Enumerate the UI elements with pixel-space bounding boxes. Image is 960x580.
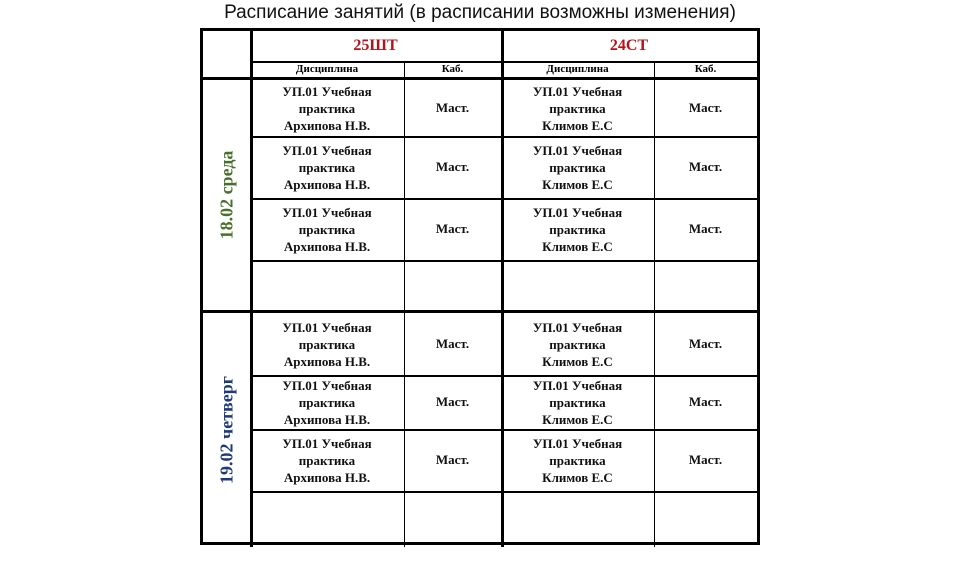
discipline-cell: УП.01 Учебная практика Архипова Н.В. (282, 204, 372, 254)
group-header: 24СТ (609, 37, 649, 54)
discipline-cell (250, 491, 404, 547)
discipline-cell: УП.01 Учебная практика Климов Е.С (532, 435, 623, 485)
discipline-column-header: Дисциплина (295, 63, 359, 75)
discipline-cell: УП.01 Учебная практика Климов Е.С (532, 377, 623, 427)
discipline-cell (250, 260, 404, 310)
discipline-cell: УП.01 Учебная практика Архипова Н.В. (282, 142, 372, 192)
room-column-header: Каб. (694, 63, 717, 75)
discipline-cell: УП.01 Учебная практика Климов Е.С (532, 142, 623, 192)
day-label: 19.02 четверг (216, 376, 236, 484)
discipline-cell (501, 491, 654, 547)
day-label: 18.02 среда (216, 150, 236, 240)
grid-line (404, 61, 405, 547)
discipline-cell: УП.01 Учебная практика Климов Е.С (532, 83, 623, 133)
discipline-cell: УП.01 Учебная практика Климов Е.С (532, 204, 623, 254)
page-title: Расписание занятий (в расписании возможны изменения) (224, 2, 736, 23)
grid-line (250, 31, 253, 547)
group-header: 25ШТ (353, 37, 398, 54)
room-cell: Маст. (435, 394, 470, 409)
discipline-cell: УП.01 Учебная практика Архипова Н.В. (282, 435, 372, 485)
room-cell (404, 491, 501, 547)
day-cell (203, 313, 250, 547)
discipline-cell: УП.01 Учебная практика Архипова Н.В. (282, 319, 372, 369)
room-cell: Маст. (435, 221, 470, 236)
room-column-header: Каб. (441, 63, 464, 75)
room-cell: Маст. (435, 336, 470, 351)
grid-line (654, 61, 655, 547)
room-cell: Маст. (688, 394, 723, 409)
room-cell: Маст. (688, 336, 723, 351)
room-cell: Маст. (435, 452, 470, 467)
room-cell: Маст. (435, 159, 470, 174)
room-cell: Маст. (688, 100, 723, 115)
discipline-cell: УП.01 Учебная практика Климов Е.С (532, 319, 623, 369)
discipline-cell (501, 260, 654, 310)
room-cell (404, 260, 501, 310)
discipline-cell: УП.01 Учебная практика Архипова Н.В. (282, 83, 372, 133)
discipline-cell: УП.01 Учебная практика Архипова Н.В. (282, 377, 372, 427)
room-cell: Маст. (435, 100, 470, 115)
day-cell (203, 80, 250, 310)
room-cell: Маст. (688, 452, 723, 467)
grid-line (501, 31, 504, 547)
schedule-table (200, 28, 760, 545)
discipline-column-header: Дисциплина (546, 63, 609, 75)
room-cell: Маст. (688, 221, 723, 236)
room-cell (654, 260, 757, 310)
room-cell (654, 491, 757, 547)
room-cell: Маст. (688, 159, 723, 174)
